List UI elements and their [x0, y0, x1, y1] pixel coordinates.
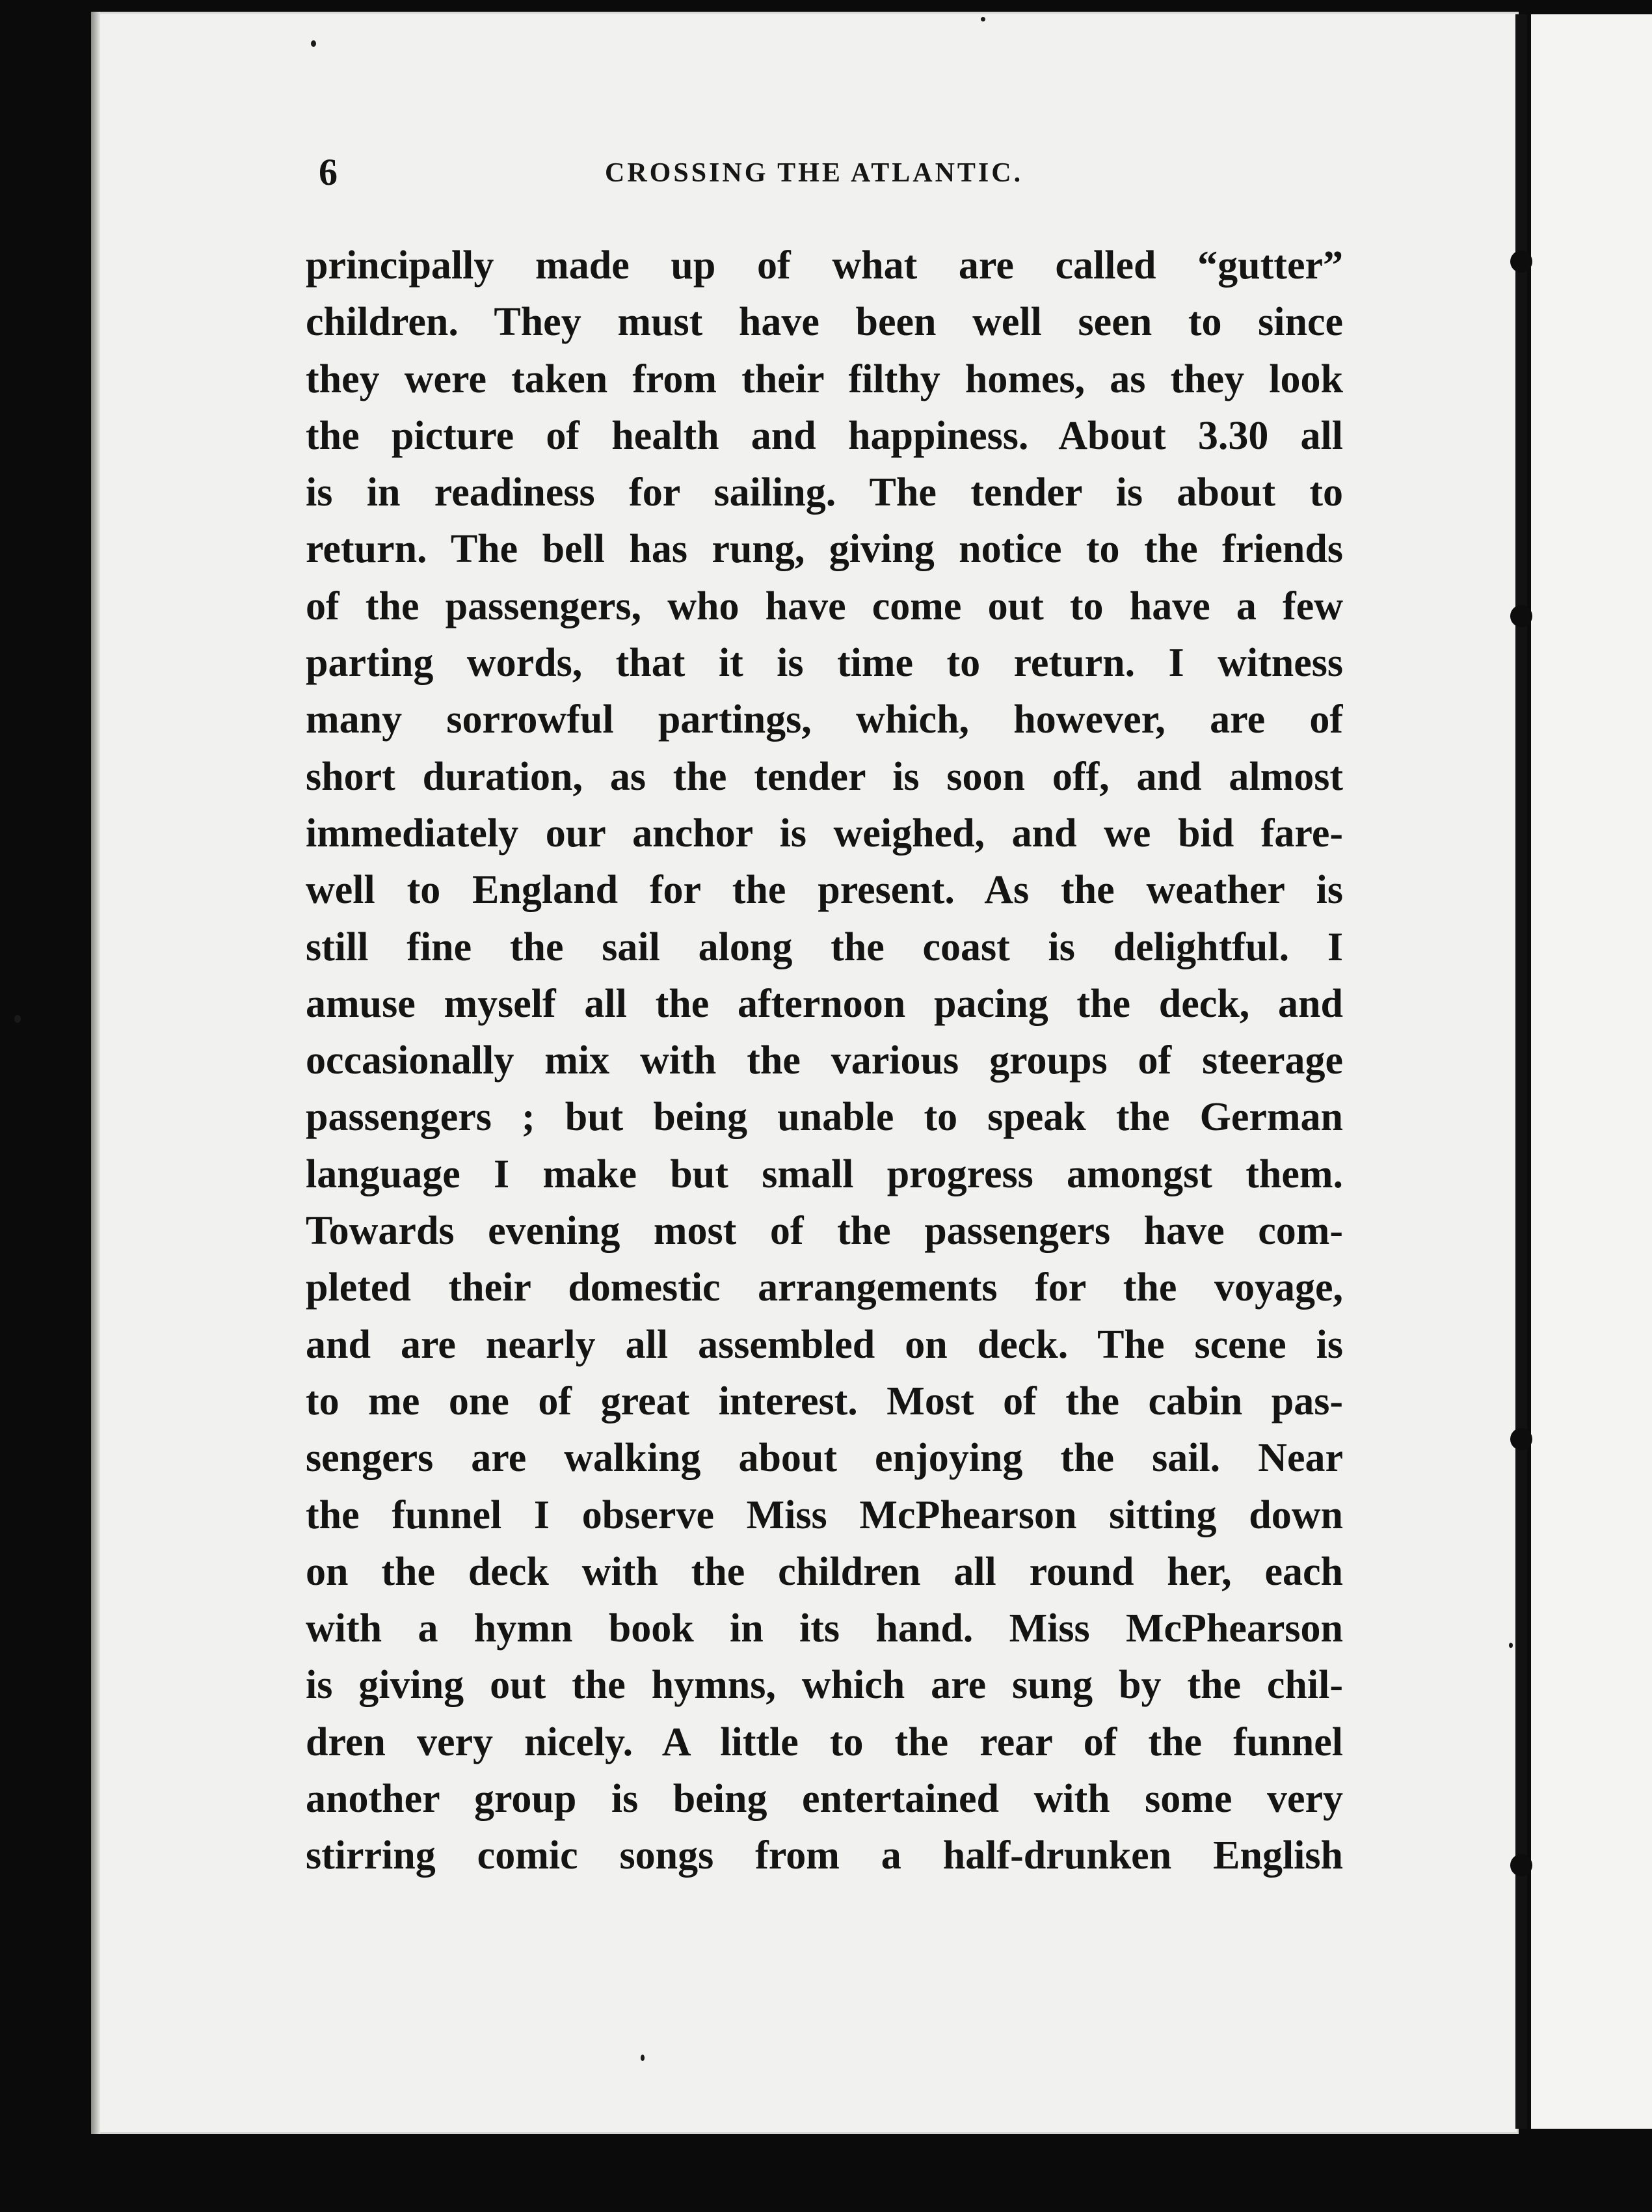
text-line: pleted their domestic arrangements for the voyage,	[306, 1265, 1343, 1310]
binding-mark	[1510, 605, 1532, 627]
text-line: still fine the sail along the coast is delightful. I	[306, 924, 1343, 969]
body-text	[306, 237, 1343, 1885]
page-edge-shadow	[91, 12, 100, 2134]
text-line: immediately our anchor is weighed, and we bid fare-	[306, 811, 1343, 856]
text-line: language I make but small progress amongst them.	[306, 1152, 1343, 1196]
binding-mark	[1510, 1854, 1532, 1876]
text-line: Towards evening most of the passengers have com-	[306, 1209, 1343, 1254]
text-line: with a hymn book in its hand. Miss McPhearson	[306, 1606, 1343, 1651]
facing-page-edge	[1531, 14, 1652, 2129]
text-line: another group is being entertained with some very	[306, 1777, 1343, 1822]
text-line: occasionally mix with the various groups of steerage	[306, 1038, 1343, 1083]
text-line: short duration, as the tender is soon off, and almost	[306, 754, 1343, 799]
text-line: is in readiness for sailing. The tender is about to	[306, 470, 1343, 515]
text-line: of the passengers, who have come out to have a few	[306, 584, 1343, 628]
text-line: to me one of great interest. Most of the cabin pas-	[306, 1379, 1343, 1423]
text-line: and are nearly all assembled on deck. The scene is	[306, 1322, 1343, 1367]
text-line: well to England for the present. As the weather is	[306, 868, 1343, 913]
text-line: amuse myself all the afternoon pacing the deck, and	[306, 981, 1343, 1026]
text-line: stirring comic songs from a half-drunken English	[306, 1833, 1343, 1878]
text-line: principally made up of what are called “gutter”	[306, 243, 1343, 288]
text-line: return. The bell has rung, giving notice to the friends	[306, 527, 1343, 572]
text-line: the funnel I observe Miss McPhearson sitting down	[306, 1492, 1343, 1537]
text-line: is giving out the hymns, which are sung by the chil-	[306, 1663, 1343, 1708]
text-line: passengers ; but being unable to speak the German	[306, 1095, 1343, 1140]
binding-gutter	[1515, 14, 1527, 2129]
binding-mark	[1510, 1428, 1532, 1450]
text-line: children. They must have been well seen to since	[306, 300, 1343, 345]
text-line: dren very nicely. A little to the rear of the funnel	[306, 1720, 1343, 1764]
page-number: 6	[319, 151, 338, 193]
text-line: on the deck with the children all round her, each	[306, 1549, 1343, 1594]
text-line: the picture of health and happiness. About 3.30 all	[306, 413, 1343, 458]
text-line: sengers are walking about enjoying the sail. Near	[306, 1436, 1343, 1481]
running-head-title: CROSSING THE ATLANTIC.	[605, 158, 1024, 188]
text-line: parting words, that it is time to return. I witness	[306, 641, 1343, 686]
text-line: they were taken from their filthy homes, as they look	[306, 357, 1343, 401]
running-head	[319, 146, 1424, 198]
binding-mark	[1510, 250, 1532, 273]
text-line: many sorrowful partings, which, however, are of	[306, 697, 1343, 742]
